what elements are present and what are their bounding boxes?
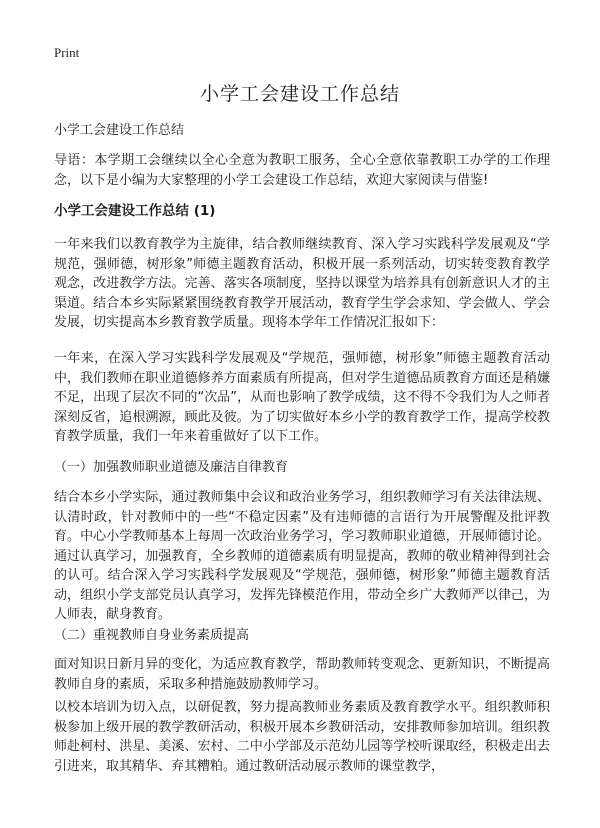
body-paragraph: 结合本乡小学实际，通过教师集中会议和政治业务学习，组织教师学习有关法律法规、认清时政，针对教师中的一些“不稳定因素”及有违师德的言语行为开展警醒及批评教育。中心小学教师基本上每周一次政治业务学习，学习教师职业道德，开展师德讨论。通过认真学习，加强教育，全乡教师的道德素质有明显提高，教师的敬业精神得到社会的认可。结合深入学习实践科学发展观及“学规范，强师德，树形象”师德主题教育活动，组织小学支部党员认真学习，发挥先锋模范作用，带动全乡广大教师严以律己，为人师表，献身教育。 <box>54 490 550 622</box>
document-subtitle: 小学工会建设工作总结 <box>54 123 185 138</box>
intro-paragraph: 导语：本学期工会继续以全心全意为教职工服务，全心全意依靠教职工办学的工作理念，以下是小编为大家整理的小学工会建设工作总结，欢迎大家阅读与借鉴! <box>54 153 550 188</box>
sub-heading: （一）加强教师职业道德及廉洁自律教育 <box>54 460 289 475</box>
body-paragraph: 以校本培训为切入点，以研促教，努力提高教师业务素质及教育教学水平。组织教师积极参加上级开展的教学教研活动，积极开展本乡教研活动，安排教师参加培训。组织教师赴柯村、洪星、美溪、宏村、二中小学部及示范幼儿园等学校听课取经，积极走出去引进来，取其精华、弃其糟粕。通过教研活动展示教师的课堂教学， <box>54 700 550 774</box>
body-paragraph: 一年来我们以教育教学为主旋律，结合教师继续教育、深入学习实践科学发展观及“学规范，强师德，树形象”师德主题教育活动，积极开展一系列活动，切实转变教育教学观念，改进教学方法。完善、落实各项制度，坚持以课堂为培养具有创新意识人才的主渠道。结合本乡实际紧紧围绕教育教学开展活动，教育学生学会求知、学会做人、学会发展，切实提高本乡教育教学质量。现将本学年工作情况汇报如下： <box>54 237 550 330</box>
sub-heading: （二）重视教师自身业务素质提高 <box>54 628 250 643</box>
document-title: 小学工会建设工作总结 <box>199 83 400 105</box>
body-paragraph: 一年来，在深入学习实践科学发展观及“学规范，强师德，树形象”师德主题教育活动中，我们教师在职业道德修养方面素质有所提高，但对学生道德品质教育方面还是稍嫌不足，出现了层次不同的“次品”，从而也影响了教学成绩，这不得不令我们为人之师者深刻反省，追根溯源，顾此及彼。为了切实做好本乡小学的教育教学工作，提高学校教育教学质量，我们一年来着重做好了以下工作。 <box>54 351 550 444</box>
section-heading: 小学工会建设工作总结 (1) <box>54 203 216 219</box>
print-link[interactable]: Print <box>54 45 80 60</box>
body-paragraph: 面对知识日新月异的变化，为适应教育教学，帮助教师转变观念、更新知识，不断提高教师自身的素质，采取多种措施鼓励教师学习。 <box>54 657 550 692</box>
